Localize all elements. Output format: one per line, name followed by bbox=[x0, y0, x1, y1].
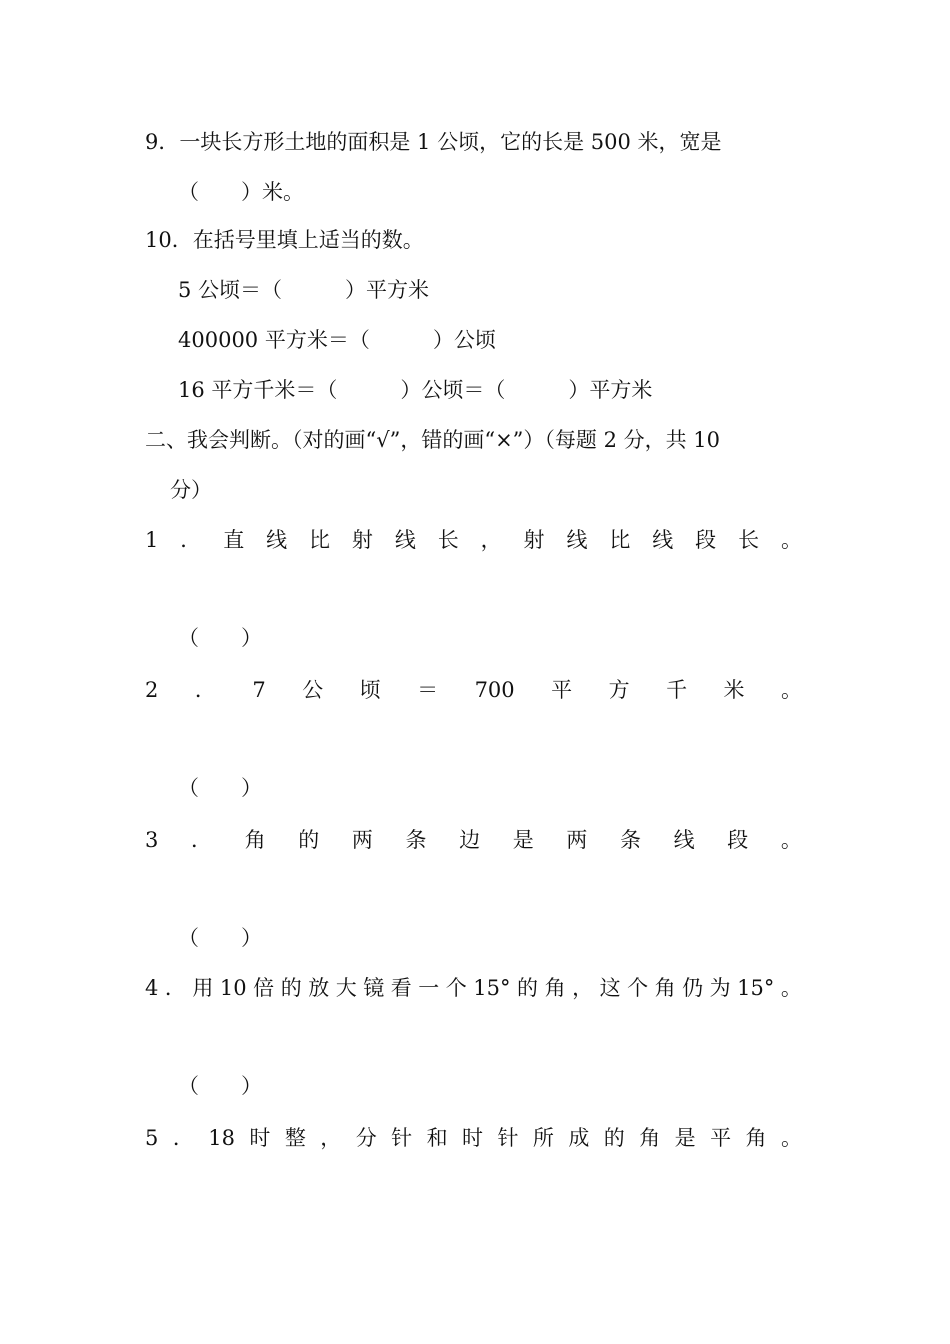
judge-item-token: 的 bbox=[603, 1126, 625, 1150]
judge-item-token: 条 bbox=[405, 828, 427, 852]
judge-item-token: 。 bbox=[780, 828, 802, 852]
judge-item-token: 线 bbox=[652, 528, 674, 552]
question-10-line-b: 400000 平方米＝（ ）公顷 bbox=[178, 328, 496, 352]
question-10-line-a: 5 公顷＝（ ）平方米 bbox=[178, 278, 430, 302]
judge-item-token: 和 bbox=[426, 1126, 448, 1150]
judge-item-token: 角 bbox=[745, 1126, 767, 1150]
judge-item-token: 条 bbox=[620, 828, 641, 852]
judge-item-2 bbox=[145, 670, 802, 710]
judge-item-token: 段 bbox=[727, 828, 749, 852]
judge-item-token: 角 bbox=[244, 828, 266, 852]
judge-item-token: 的 bbox=[517, 976, 539, 1000]
judge-item-token: 10 bbox=[219, 976, 247, 1000]
judge-item-token: 仍 bbox=[682, 976, 704, 1000]
judge-item-token: 的 bbox=[280, 976, 302, 1000]
judge-item-token: 放 bbox=[308, 976, 330, 1000]
judge-item-token: 段 bbox=[695, 528, 717, 552]
question-10-title: 10．在括号里填上适当的数。 bbox=[145, 228, 424, 252]
judge-item-token: 分 bbox=[355, 1126, 377, 1150]
judge-item-token: 公 bbox=[302, 678, 324, 702]
judge-item-token: 时 bbox=[249, 1126, 271, 1150]
answer-parentheses[interactable]: （ ） bbox=[178, 926, 262, 950]
question-9-answer-line: （ ）米。 bbox=[178, 180, 304, 204]
judge-item-4 bbox=[145, 968, 802, 1008]
judge-item-token: 边 bbox=[459, 828, 481, 852]
answer-parentheses[interactable]: （ ） bbox=[178, 626, 262, 650]
judge-item-token: 个 bbox=[445, 976, 467, 1000]
judge-item-token: 看 bbox=[390, 976, 412, 1000]
judge-item-token: 两 bbox=[351, 828, 373, 852]
judge-item-token: 整 bbox=[284, 1126, 306, 1150]
judge-item-token: 。 bbox=[780, 528, 802, 552]
judge-item-token: 米 bbox=[723, 678, 745, 702]
judge-item-token: 镜 bbox=[363, 976, 385, 1000]
judge-item-token: 比 bbox=[309, 528, 330, 552]
judge-item-token: 比 bbox=[609, 528, 631, 552]
judge-item-token: 是 bbox=[512, 828, 534, 852]
judge-item-token: 两 bbox=[566, 828, 588, 852]
judge-item-token: 。 bbox=[780, 976, 802, 1000]
judge-item-token: 为 bbox=[709, 976, 731, 1000]
judge-item-token: 长 bbox=[738, 528, 760, 552]
judge-item-token: 用 bbox=[192, 976, 214, 1000]
judge-item-1 bbox=[145, 520, 802, 560]
judge-item-token: 15° bbox=[737, 976, 775, 1000]
judge-item-token: 倍 bbox=[253, 976, 275, 1000]
judge-item-token: 7 bbox=[252, 678, 266, 702]
judge-item-token: 千 bbox=[666, 678, 688, 702]
judge-item-token: 大 bbox=[335, 976, 357, 1000]
judge-item-token: 2 bbox=[145, 678, 159, 702]
judge-item-token: ． bbox=[191, 828, 212, 852]
judge-item-token: 平 bbox=[551, 678, 573, 702]
judge-item-token: 长 bbox=[437, 528, 459, 552]
judge-item-5 bbox=[145, 1118, 802, 1158]
judge-item-token: 角 bbox=[544, 976, 566, 1000]
judge-item-token: ． bbox=[180, 528, 202, 552]
section-2-heading-cont: 分） bbox=[170, 478, 212, 502]
judge-item-token: 成 bbox=[568, 1126, 590, 1150]
answer-parentheses[interactable]: （ ） bbox=[178, 1074, 262, 1098]
judge-item-token: 的 bbox=[298, 828, 320, 852]
judge-item-token: 角 bbox=[639, 1126, 661, 1150]
judge-item-token: ． bbox=[172, 1126, 194, 1150]
judge-item-token: 。 bbox=[781, 678, 802, 702]
judge-item-token: ＝ bbox=[417, 678, 439, 702]
judge-item-token: 1 bbox=[145, 528, 159, 552]
judge-item-token: 顷 bbox=[359, 678, 381, 702]
judge-item-token: 射 bbox=[523, 528, 545, 552]
judge-item-token: 15° bbox=[473, 976, 511, 1000]
answer-parentheses[interactable]: （ ） bbox=[178, 776, 262, 800]
judge-item-token: 射 bbox=[351, 528, 373, 552]
judge-item-token: 18 bbox=[208, 1126, 235, 1150]
judge-item-token: 时 bbox=[462, 1126, 484, 1150]
judge-item-token: 针 bbox=[391, 1126, 413, 1150]
judge-item-token: 这 bbox=[599, 976, 621, 1000]
judge-item-token: 700 bbox=[474, 678, 515, 702]
judge-item-token: 角 bbox=[654, 976, 676, 1000]
judge-item-token: 线 bbox=[566, 528, 588, 552]
judge-item-token: ， bbox=[572, 976, 594, 1000]
judge-item-token: 线 bbox=[673, 828, 695, 852]
judge-item-token: 平 bbox=[710, 1126, 732, 1150]
judge-item-token: 直 bbox=[223, 528, 245, 552]
judge-item-token: 一 bbox=[418, 976, 440, 1000]
judge-item-token: 是 bbox=[674, 1126, 696, 1150]
judge-item-token: 5 bbox=[145, 1126, 159, 1150]
judge-item-token: 线 bbox=[394, 528, 416, 552]
judge-item-token: 3 bbox=[145, 828, 159, 852]
question-9: 9．一块长方形土地的面积是 1 公顷，它的长是 500 米，宽是 bbox=[145, 130, 722, 154]
judge-item-token: 方 bbox=[608, 678, 630, 702]
judge-item-token: ． bbox=[164, 976, 186, 1000]
judge-item-token: ， bbox=[480, 528, 502, 552]
judge-item-token: 针 bbox=[497, 1126, 519, 1150]
question-10-line-c: 16 平方千米＝（ ）公顷＝（ ）平方米 bbox=[178, 378, 653, 402]
judge-item-token: ． bbox=[194, 678, 216, 702]
judge-item-token: 线 bbox=[266, 528, 288, 552]
section-2-heading: 二、我会判断。（对的画“√”，错的画“×”）（每题 2 分，共 10 bbox=[145, 428, 721, 452]
judge-item-token: 个 bbox=[627, 976, 649, 1000]
judge-item-3 bbox=[145, 820, 802, 860]
judge-item-token: 。 bbox=[780, 1126, 802, 1150]
judge-item-token: 4 bbox=[145, 976, 159, 1000]
judge-item-token: ， bbox=[320, 1126, 342, 1150]
judge-item-token: 所 bbox=[532, 1126, 554, 1150]
